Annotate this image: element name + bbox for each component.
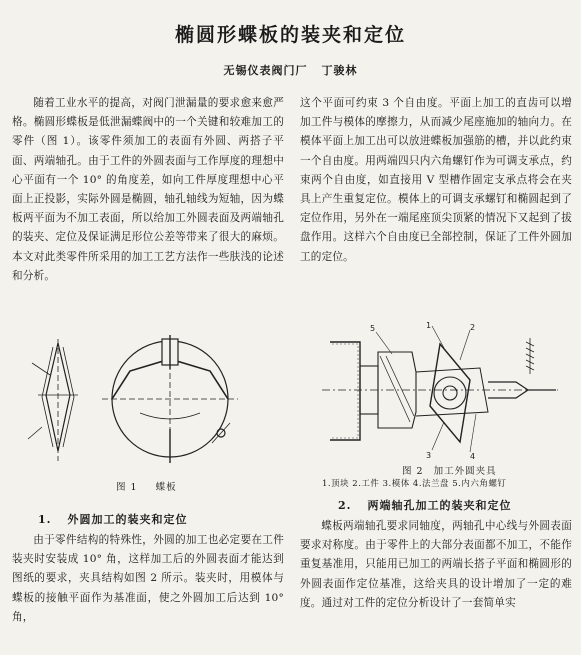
figure-1-number: 图 1 bbox=[116, 482, 138, 493]
section-1-body bbox=[12, 531, 284, 627]
section-1-paragraph: 由于零件结构的特殊性，外圆的加工也必定要在工件装夹时安装成 10° 角，这样加工后的外圆表面才能达到图纸的要求，夹具结构如图 2 所示。装夹时，用模体与蝶板的接触平面作为基准面，使之外圆加工后达到 10° 角， bbox=[12, 534, 284, 623]
section-1-title: 外圆加工的装夹和定位 bbox=[67, 513, 188, 526]
right-paragraph: 这个平面可约束 3 个自由度。平面上加工的直齿可以增加工件与模体的摩擦力，从而减少尾座施加的轴向力。在模体平面上加工出可以放进蝶板加强筋的槽，并以此约束一个自由度。用两端四只内六角螺钉作为可调支承点，约束两个自由度，如直接用 V 型槽作固定支承点将会在夹具上产生重复定位。模体上的可调支承螺钉和椭圆起到了定位作用，另外在一端尾座顶尖顶紧的情况下又起到了拔盘作用。这样六个自由度已全部控制，保证了工件外圆加工的定位。 bbox=[300, 97, 572, 263]
intro-column bbox=[12, 94, 284, 286]
section-2-body bbox=[300, 517, 572, 613]
right-column-text bbox=[300, 94, 572, 267]
figure-2-caption bbox=[402, 463, 497, 477]
figure-1-title: 蝶板 bbox=[155, 482, 177, 493]
figure-2-title: 加工外圆夹具 bbox=[433, 466, 497, 477]
part-label-4: 4 bbox=[470, 452, 476, 460]
section-1-number: 1. bbox=[38, 513, 52, 526]
figure-2-legend: 1.顶块 2.工件 3.模体 4.法兰盘 5.内六角螺钉 bbox=[322, 479, 507, 489]
figure-1-butterfly-plate-drawing bbox=[20, 335, 260, 465]
section-1-heading bbox=[38, 511, 187, 527]
section-2-number: 2. bbox=[338, 499, 352, 512]
part-label-3: 3 bbox=[426, 451, 432, 460]
section-2-title: 两端轴孔加工的装夹和定位 bbox=[367, 499, 512, 512]
part-label-2: 2 bbox=[470, 323, 476, 332]
figure-2-fixture-drawing bbox=[320, 322, 560, 460]
part-label-5: 5 bbox=[370, 324, 376, 333]
author-line bbox=[0, 62, 581, 78]
part-label-1: 1 bbox=[426, 322, 432, 330]
author-name: 丁骏林 bbox=[321, 64, 358, 77]
page-title: 椭圆形蝶板的装夹和定位 bbox=[174, 24, 406, 46]
figure-2-number: 图 2 bbox=[402, 466, 424, 477]
author-affiliation: 无锡仪表阀门厂 bbox=[223, 64, 308, 77]
figure-1-caption bbox=[116, 479, 177, 493]
section-2-heading bbox=[338, 497, 511, 513]
section-2-paragraph: 蝶板两端轴孔要求同轴度，两轴孔中心线与外圆表面要求对称度。由于零件上的大部分表面都不加工，不能作重复基准用，只能用已加工的两端长搭子平面和椭圆形的外圆表面作定位基准，这给夹具的设计增加了一定的难度。通过对工件的定位分析设计了一套简单实 bbox=[300, 520, 572, 609]
intro-paragraph: 随着工业水平的提高，对阀门泄漏量的要求愈来愈严格。椭圆形蝶板是低泄漏蝶阀中的一个关键和较难加工的零件（图 1）。该零件须加工的表面有外圆、两搭子平面、两端轴孔。由于工件的外圆表面与工作厚度的理想中心平面有一个 10° 的角度差，如向工件厚度理想中心平面上正投影，实际外圆是椭圆，轴孔轴线为短轴，因为蝶板两平面为不加工表面，所以给加工外圆表面及两端轴孔的装夹、定位及保证满足形位公差等带来了很大的麻烦。本文对此类零件所采用的加工工艺方法作一些肤浅的论述和分析。 bbox=[12, 97, 284, 282]
